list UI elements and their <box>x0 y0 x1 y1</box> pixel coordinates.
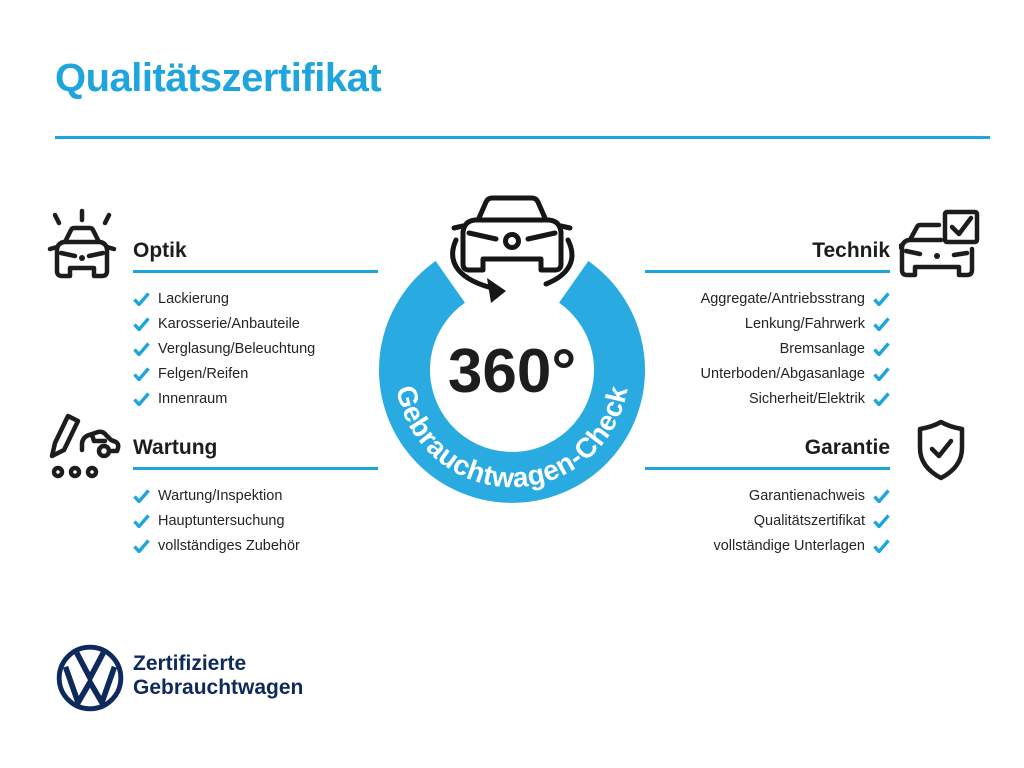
checkmark-icon <box>133 367 150 381</box>
checkmark-icon <box>133 292 150 306</box>
list-item-label: Felgen/Reifen <box>158 365 249 382</box>
list-item <box>645 386 890 411</box>
degree-label: 360° <box>447 337 577 406</box>
list-item <box>133 386 378 411</box>
list-item-label: Karosserie/Anbauteile <box>158 315 300 332</box>
section-divider <box>645 467 890 470</box>
list-item <box>645 508 890 533</box>
list-item-label: Qualitätszertifikat <box>753 512 865 529</box>
checkmark-icon <box>873 342 890 356</box>
list-item-label: vollständige Unterlagen <box>713 537 865 554</box>
rotating-car-front-icon <box>453 198 572 303</box>
section-technik-list <box>645 286 890 411</box>
list-item <box>133 336 378 361</box>
checkmark-icon <box>133 342 150 356</box>
title-divider <box>55 136 990 139</box>
checkmark-icon <box>873 367 890 381</box>
list-item-label: Aggregate/Antriebsstrang <box>700 290 865 307</box>
car-checkbox-icon <box>899 208 981 286</box>
footer-claim <box>133 652 303 700</box>
checkmark-icon <box>133 539 150 553</box>
section-garantie-title: Garantie <box>804 436 890 459</box>
section-technik <box>645 240 890 411</box>
shield-check-icon <box>906 417 976 491</box>
list-item <box>645 286 890 311</box>
list-item-label: Bremsanlage <box>779 340 865 357</box>
checkmark-icon <box>133 392 150 406</box>
list-item <box>133 311 378 336</box>
list-item <box>133 533 378 558</box>
checkmark-icon <box>133 514 150 528</box>
list-item <box>645 483 890 508</box>
page-title: Qualitätszertifikat <box>55 56 382 100</box>
section-wartung <box>133 437 378 558</box>
list-item <box>645 311 890 336</box>
list-item <box>133 483 378 508</box>
checkmark-icon <box>873 514 890 528</box>
section-optik-list <box>133 286 378 411</box>
sparkling-car-icon <box>42 208 122 284</box>
section-optik <box>133 240 378 411</box>
footer-claim-line1: Zertifizierte <box>133 652 247 675</box>
list-item-label: Garantienachweis <box>748 487 865 504</box>
list-item-label: Hauptuntersuchung <box>158 512 285 529</box>
360-check-badge <box>370 192 655 522</box>
list-item-label: Lenkung/Fahrwerk <box>744 315 865 332</box>
pencil-car-icon <box>42 410 122 482</box>
list-item-label: Wartung/Inspektion <box>158 487 283 504</box>
section-divider <box>645 270 890 273</box>
section-divider <box>133 270 378 273</box>
section-wartung-list <box>133 483 378 558</box>
list-item <box>133 286 378 311</box>
section-wartung-title: Wartung <box>133 436 218 459</box>
list-item-label: Verglasung/Beleuchtung <box>158 340 316 357</box>
list-item <box>645 361 890 386</box>
list-item-label: vollständiges Zubehör <box>158 537 300 554</box>
list-item-label: Innenraum <box>158 390 228 407</box>
checkmark-icon <box>873 317 890 331</box>
checkmark-icon <box>133 317 150 331</box>
list-item <box>133 508 378 533</box>
section-garantie <box>645 437 890 558</box>
checkmark-icon <box>133 489 150 503</box>
section-technik-title: Technik <box>812 239 890 262</box>
list-item-label: Sicherheit/Elektrik <box>748 390 865 407</box>
list-item <box>133 361 378 386</box>
checkmark-icon <box>873 539 890 553</box>
list-item-label: Unterboden/Abgasanlage <box>700 365 865 382</box>
checkmark-icon <box>873 489 890 503</box>
checkmark-icon <box>873 292 890 306</box>
vw-logo <box>55 643 125 718</box>
list-item-label: Lackierung <box>158 290 229 307</box>
section-optik-title: Optik <box>133 239 187 262</box>
section-divider <box>133 467 378 470</box>
footer-claim-line2: Gebrauchtwagen <box>133 676 304 699</box>
section-garantie-list <box>645 483 890 558</box>
list-item <box>645 533 890 558</box>
checkmark-icon <box>873 392 890 406</box>
ring-label: Gebrauchtwagen-Check <box>390 382 634 494</box>
list-item <box>645 336 890 361</box>
